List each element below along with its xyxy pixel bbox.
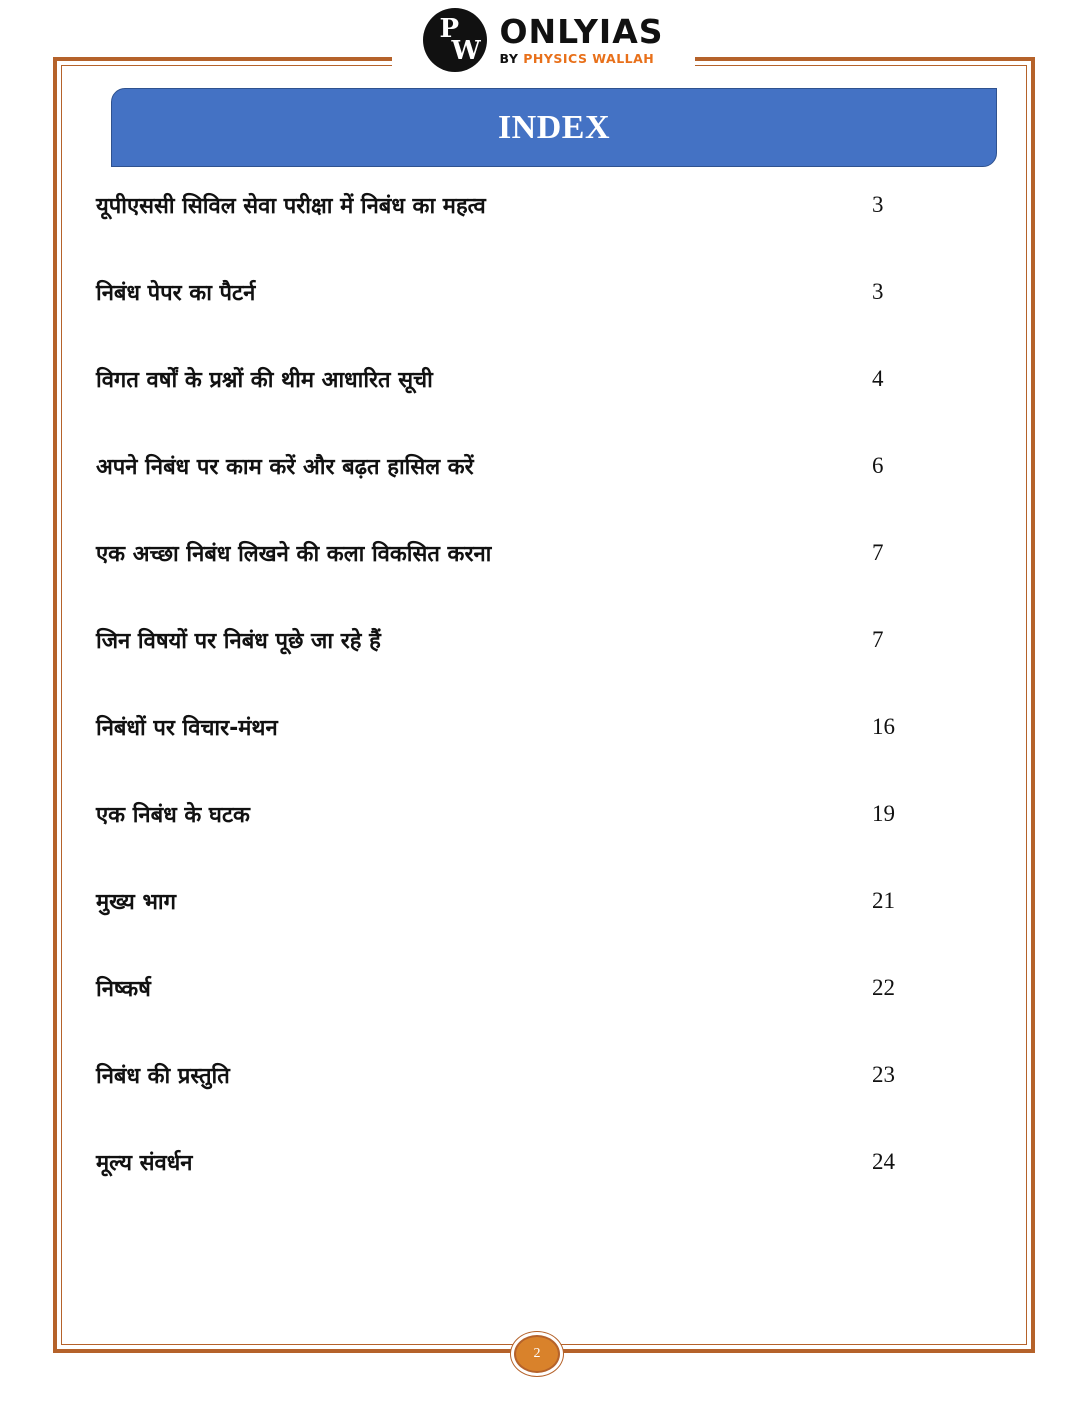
- page-number-badge: [514, 1335, 560, 1373]
- toc-entry-title: निष्कर्ष: [96, 977, 151, 1002]
- index-banner: [111, 88, 997, 167]
- toc-entry-title: जिन विषयों पर निबंध पूछे जा रहे हैं: [96, 629, 381, 654]
- toc-entry[interactable]: [96, 794, 906, 834]
- toc-entry-title: एक निबंध के घटक: [96, 803, 250, 828]
- toc-entry-page: 3: [872, 192, 884, 217]
- toc-entry[interactable]: [96, 1142, 906, 1182]
- toc-entry-title: विगत वर्षों के प्रश्नों की थीम आधारित सूची: [96, 368, 433, 393]
- toc-entry-title: एक अच्छा निबंध लिखने की कला विकसित करना: [96, 542, 492, 567]
- toc-entry[interactable]: [96, 446, 906, 486]
- toc-entry-page: 7: [872, 627, 884, 652]
- toc-entry-page: 16: [872, 714, 895, 739]
- toc-entry-title: अपने निबंध पर काम करें और बढ़त हासिल करें: [96, 455, 474, 480]
- toc-entry[interactable]: [96, 620, 906, 660]
- toc-entry-title: निबंध पेपर का पैटर्न: [96, 281, 256, 306]
- toc-entry[interactable]: [96, 359, 906, 399]
- toc-entry-page: 7: [872, 540, 884, 565]
- toc-entry-page: 23: [872, 1062, 895, 1087]
- toc-entry[interactable]: [96, 533, 906, 573]
- page-title: INDEX: [497, 108, 611, 146]
- toc-entry[interactable]: [96, 881, 906, 921]
- brand-wordmark: [499, 11, 664, 66]
- toc-entry[interactable]: [96, 272, 906, 312]
- toc-entry-page: 3: [872, 279, 884, 304]
- brand-tagline: BY PHYSICS WALLAH: [499, 50, 655, 66]
- toc-entry-title: निबंधों पर विचार-मंथन: [96, 716, 278, 741]
- toc-entry[interactable]: [96, 968, 906, 1008]
- logo: [392, 0, 695, 80]
- toc-entry[interactable]: [96, 707, 906, 747]
- pw-logo-icon: P W: [423, 8, 487, 72]
- toc-entry-page: 22: [872, 975, 895, 1000]
- toc-entry-page: 24: [872, 1149, 895, 1174]
- toc-entry-title: मुख्य भाग: [96, 890, 176, 915]
- toc-entry-page: 6: [872, 453, 884, 478]
- toc-entry-page: 19: [872, 801, 895, 826]
- toc-entry-title: यूपीएससी सिविल सेवा परीक्षा में निबंध का महत्व: [96, 194, 486, 219]
- toc-entry-page: 4: [872, 366, 884, 391]
- brand-name: ONLYIAS: [499, 11, 664, 51]
- toc-entry-title: मूल्य संवर्धन: [96, 1151, 193, 1176]
- page-number: 2: [533, 1346, 541, 1361]
- toc-entry-title: निबंध की प्रस्तुति: [96, 1064, 230, 1089]
- toc-entry[interactable]: [96, 1055, 906, 1095]
- toc-entry-page: 21: [872, 888, 895, 913]
- toc-entry[interactable]: [96, 185, 906, 225]
